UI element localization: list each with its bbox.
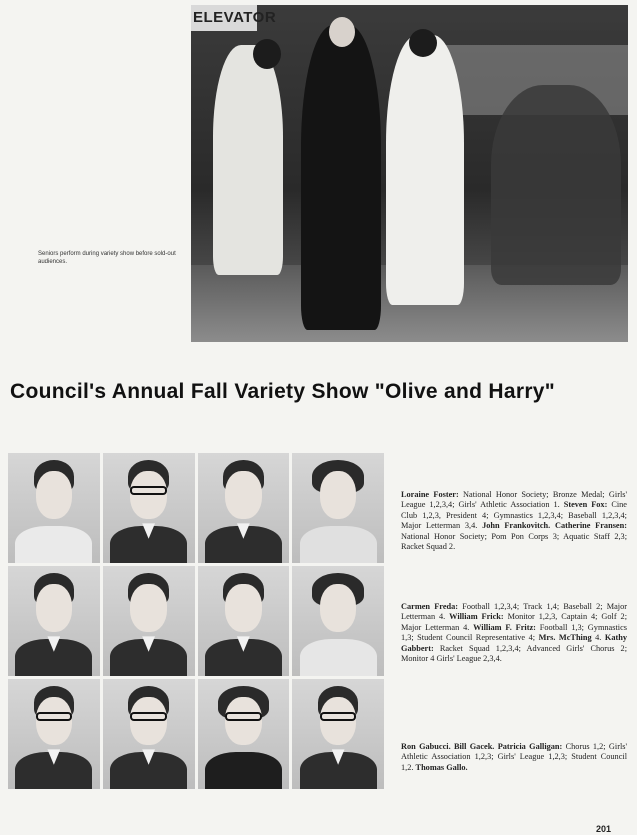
student-name: Bill Gacek. — [453, 742, 495, 751]
student-name: Catherine Fransen: — [554, 521, 627, 531]
portrait-photo — [292, 566, 384, 676]
senior-portraits-grid — [8, 453, 384, 789]
portrait-photo — [103, 566, 195, 676]
student-activities: 4. — [591, 633, 605, 643]
student-activities: Football 1,3; Gymnastics 1,3; Student Council Representative 4; — [401, 622, 627, 643]
performer-right-hair — [409, 29, 437, 57]
performer-left — [213, 45, 283, 275]
student-name: Mrs. McThing — [538, 633, 592, 643]
seated-audience-group — [491, 85, 621, 285]
student-name: William F. Fritz: — [473, 622, 536, 632]
performer-left-hair — [253, 39, 281, 69]
student-name: Steven Fox: — [563, 500, 608, 510]
student-activities: Chorus 1,2; Girls' Athletic Association 1,2,3; Girls' League 1,2,3; Student Council 1,2. — [401, 742, 627, 772]
student-name: Loraine Foster: — [401, 490, 459, 499]
portrait-photo — [8, 453, 100, 563]
page-headline: Council's Annual Fall Variety Show "Olive and Harry" — [10, 380, 556, 403]
student-name: Kathy Gabbert: — [401, 633, 628, 653]
performer-center — [301, 25, 381, 330]
portrait-photo — [103, 679, 195, 789]
portrait-photo — [292, 453, 384, 563]
student-name: John Frankovitch. — [482, 521, 551, 531]
portrait-photo — [292, 679, 384, 789]
student-name: Carmen Freda: — [401, 602, 459, 611]
performer-right — [386, 35, 464, 305]
student-activities: Monitor 1,2,3, Captain 4; Golf 2; Major Letterman 4. — [401, 612, 628, 632]
bio-block-row-1 — [401, 490, 627, 552]
student-activities: Racket Squad 1,2,3,4; Advanced Girls' Chorus 2; Monitor 4 Girls' League 2,3,4. — [401, 643, 627, 664]
bio-block-row-2 — [401, 602, 627, 664]
student-activities: Cine Club 1,2,3, President 4; Gymnastics 1,2,3,4; Baseball 1,2,3,4; Major Letterman 3,4. — [401, 500, 627, 531]
elevator-banner: ELEVATOR — [191, 5, 257, 31]
student-activities: National Honor Society; Pom Pon Corps 3; Aquatic Staff 2,3; Racket Squad 2. — [401, 531, 627, 552]
student-name: Patricia Galligan: — [497, 742, 563, 751]
performer-center-face — [329, 17, 355, 47]
student-name: William Frick: — [449, 612, 504, 622]
page-number: 201 — [596, 824, 612, 834]
photo-caption: Seniors perform during variety show before sold-out audiences. — [38, 251, 176, 265]
portrait-photo — [8, 566, 100, 676]
portrait-photo — [8, 679, 100, 789]
portrait-photo — [198, 679, 290, 789]
student-activities: Football 1,2,3,4; Track 1,4; Baseball 2; Major Letterman 4. — [401, 602, 627, 622]
portrait-photo — [198, 453, 290, 563]
variety-show-photo — [191, 5, 628, 342]
student-name: Ron Gabucci. — [401, 742, 451, 751]
portrait-photo — [103, 453, 195, 563]
student-activities: National Honor Society; Bronze Medal; Girls' League 1,2,3,4; Girls' Athletic Association 1. — [401, 490, 627, 510]
bio-block-row-3 — [401, 742, 627, 773]
portrait-photo — [198, 566, 290, 676]
student-name: Thomas Gallo. — [415, 762, 468, 772]
